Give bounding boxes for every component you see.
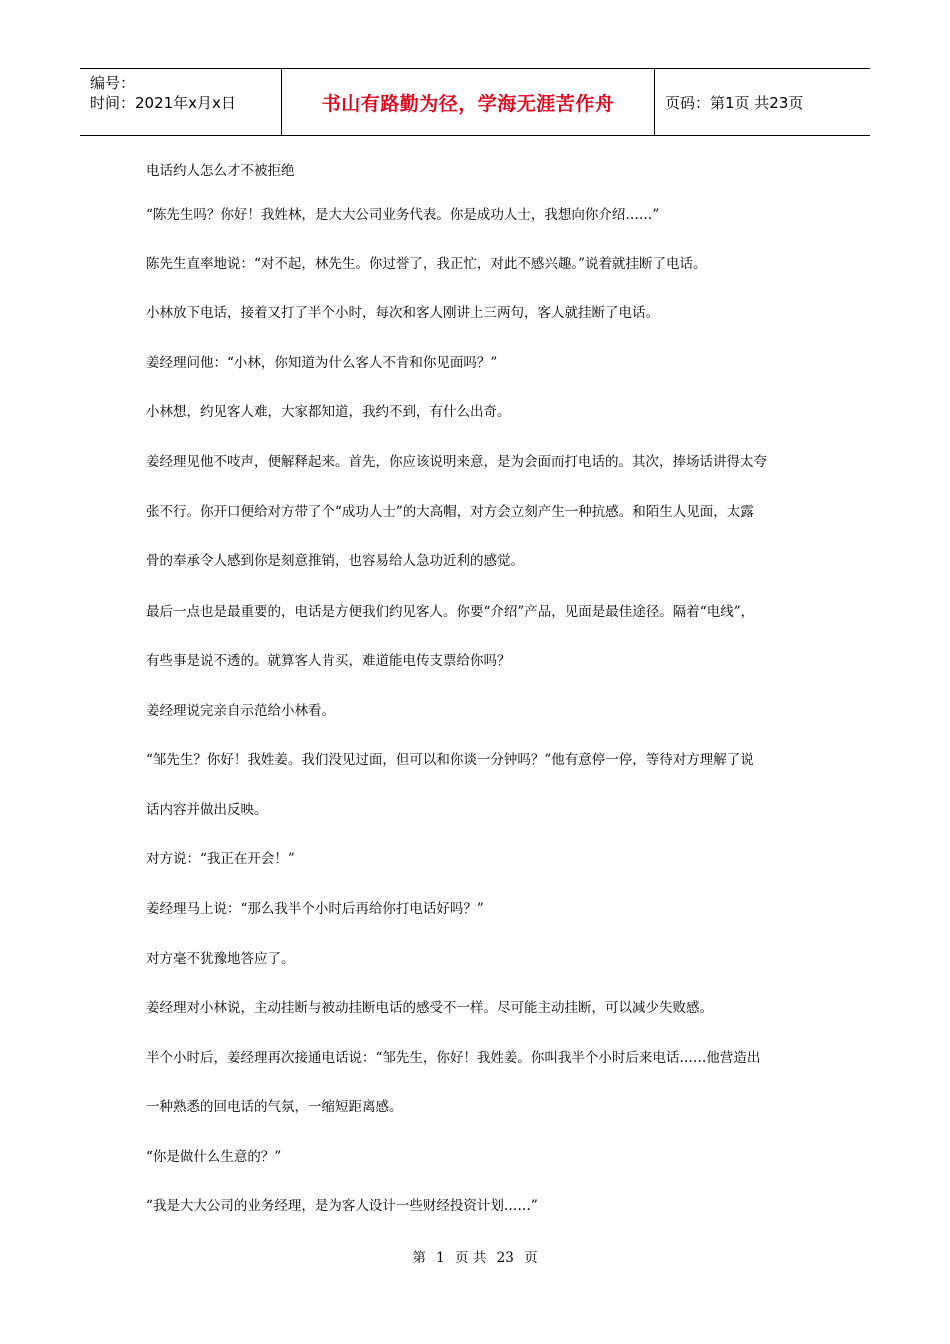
footer-page-suffix: 页 bbox=[524, 1250, 538, 1266]
paragraph-line: 有些事是说不透的。就算客人肯买，难道能电传支票给你吗？ bbox=[146, 653, 511, 669]
paragraph-line: “我是大大公司的业务经理，是为客人设计一些财经投资计划……” bbox=[146, 1198, 538, 1214]
paragraph-line: 一种熟悉的回电话的气氛，一缩短距离感。 bbox=[146, 1099, 403, 1115]
paragraph-line: 姜经理马上说：“那么我半个小时后再给你打电话好吗？” bbox=[146, 901, 484, 917]
document-title: 电话约人怎么才不被拒绝 bbox=[146, 163, 295, 179]
paragraph-line: 张不行。你开口便给对方带了个“成功人士”的大高帽，对方会立刻产生一种抗感。和陌生人见面，太露 bbox=[146, 504, 754, 520]
paragraph-line: 对方说：“我正在开会！” bbox=[146, 851, 295, 867]
header-page-info: 页码：第1页 共23页 bbox=[665, 93, 804, 112]
paragraph-line: “陈先生吗？你好！我姓林，是大大公司业务代表。你是成功人士，我想向你介绍……” bbox=[146, 207, 660, 223]
paragraph-line: 姜经理见他不吱声，便解释起来。首先，你应该说明来意，是为会面而打电话的。其次，捧场话讲得太夸 bbox=[146, 454, 767, 470]
paragraph-line: 姜经理对小林说，主动挂断与被动挂断电话的感受不一样。尽可能主动挂断，可以减少失败感。 bbox=[146, 1000, 713, 1016]
header-table bbox=[80, 68, 870, 136]
paragraph-line: 小林放下电话，接着又打了半个小时，每次和客人刚讲上三两句，客人就挂断了电话。 bbox=[146, 305, 659, 321]
paragraph-line: 姜经理问他：“小林，你知道为什么客人不肯和你见面吗？” bbox=[146, 355, 498, 371]
paragraph-line: 对方毫不犹豫地答应了。 bbox=[146, 951, 295, 967]
footer-page-number: 1 bbox=[436, 1250, 445, 1266]
paragraph-line: 骨的奉承令人感到你是刻意推销，也容易给人急功近利的感觉。 bbox=[146, 553, 524, 569]
footer-page-total: 23 bbox=[496, 1250, 514, 1266]
header-meta-cell bbox=[80, 69, 282, 135]
paragraph-line: “邹先生？你好！我姓姜。我们没见过面，但可以和你谈一分钟吗？”他有意停一停，等待对方理解了说 bbox=[146, 752, 754, 768]
document-time-label: 时间：2021年x月x日 bbox=[90, 94, 236, 112]
footer-page-mid: 页 共 bbox=[455, 1250, 487, 1266]
paragraph-line: 半个小时后，姜经理再次接通电话说：“邹先生，你好！我姓姜。你叫我半个小时后来电话……他营造出 bbox=[146, 1050, 761, 1066]
paragraph-line: 姜经理说完亲自示范给小林看。 bbox=[146, 703, 335, 719]
paragraph-line: 陈先生直率地说：“对不起，林先生。你过誉了，我正忙，对此不感兴趣。”说着就挂断了电话。 bbox=[146, 256, 707, 272]
footer-page-prefix: 第 bbox=[412, 1250, 426, 1266]
document-number-label: 编号： bbox=[90, 74, 136, 92]
paragraph-line: 小林想，约见客人难，大家都知道，我约不到，有什么出奇。 bbox=[146, 404, 511, 420]
paragraph-line: “你是做什么生意的？” bbox=[146, 1149, 282, 1165]
paragraph-line: 话内容并做出反映。 bbox=[146, 802, 268, 818]
paragraph-line: 最后一点也是最重要的，电话是方便我们约见客人。你要“介绍”产品，见面是最佳途径。隔着“电线”， bbox=[146, 604, 755, 620]
page-footer bbox=[0, 1246, 950, 1266]
header-motto: 书山有路勤为径，学海无涯苦作舟 bbox=[282, 69, 655, 135]
